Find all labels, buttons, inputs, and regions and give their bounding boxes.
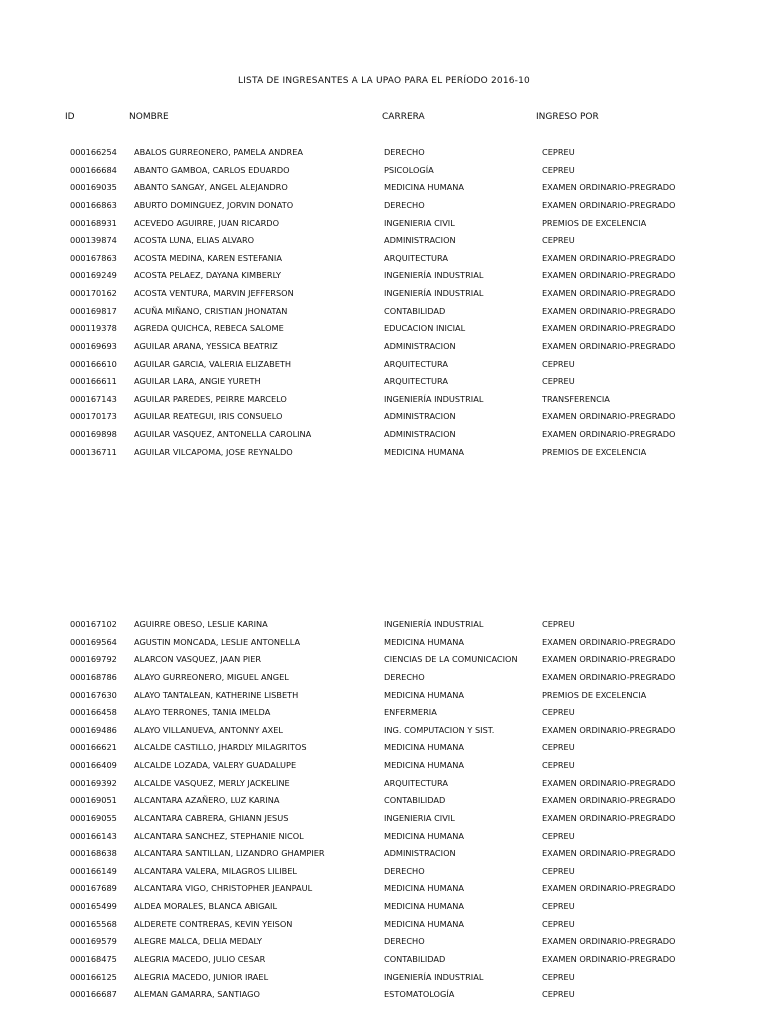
cell-carrera: ADMINISTRACION (384, 429, 456, 439)
cell-ingreso: EXAMEN ORDINARIO-PREGRADO (542, 340, 676, 351)
cell-ingreso: EXAMEN ORDINARIO-PREGRADO (542, 636, 676, 647)
table-row (0, 848, 768, 866)
cell-ingreso: EXAMEN ORDINARIO-PREGRADO (542, 671, 676, 682)
cell-id: 000139874 (70, 235, 117, 246)
cell-id: 000170173 (70, 411, 117, 422)
cell-id: 000166684 (70, 164, 117, 175)
cell-ingreso: CEPREU (542, 830, 575, 841)
cell-ingreso: CEPREU (542, 376, 575, 387)
cell-ingreso: CEPREU (542, 619, 575, 629)
cell-carrera: MEDICINA HUMANA (384, 742, 464, 753)
cell-ingreso: CEPREU (542, 760, 575, 770)
cell-id: 000166149 (70, 865, 117, 876)
cell-ingreso: CEPREU (542, 865, 575, 876)
cell-nombre: ALARCON VASQUEZ, JAAN PIER (134, 654, 262, 665)
cell-nombre: ALAYO TERRONES, TANIA IMELDA (134, 707, 271, 718)
cell-id: 000166409 (70, 760, 117, 770)
cell-nombre: ABANTO SANGAY, ANGEL ALEJANDRO (134, 182, 288, 193)
cell-ingreso: EXAMEN ORDINARIO-PREGRADO (542, 724, 676, 735)
cell-ingreso: CEPREU (542, 742, 575, 753)
table-row (0, 253, 768, 271)
cell-carrera: ARQUITECTURA (384, 358, 448, 369)
cell-carrera: MEDICINA HUMANA (384, 830, 464, 841)
cell-id: 000169035 (70, 182, 117, 193)
cell-carrera: MEDICINA HUMANA (384, 760, 464, 770)
cell-nombre: ALEMAN GAMARRA, SANTIAGO (134, 989, 260, 1000)
cell-ingreso: EXAMEN ORDINARIO-PREGRADO (542, 795, 676, 806)
cell-id: 000168931 (70, 217, 117, 228)
cell-id: 000168786 (70, 671, 117, 682)
cell-nombre: ALEGRE MALCA, DELIA MEDALY (134, 936, 263, 947)
table-row (0, 707, 768, 725)
cell-id: 000166611 (70, 376, 117, 387)
cell-nombre: AGUILAR GARCIA, VALERIA ELIZABETH (134, 358, 292, 369)
cell-nombre: ALCANTARA AZAÑERO, LUZ KARINA (134, 795, 280, 806)
cell-carrera: ARQUITECTURA (384, 252, 448, 263)
table-row (0, 778, 768, 796)
table-row (0, 813, 768, 831)
cell-carrera: MEDICINA HUMANA (384, 901, 464, 911)
cell-nombre: AGUILAR PAREDES, PEIRRE MARCELO (134, 393, 287, 404)
cell-ingreso: CEPREU (542, 971, 575, 982)
cell-id: 000165568 (70, 918, 117, 929)
header-ingreso: INGRESO POR (536, 112, 599, 122)
cell-nombre: ABANTO GAMBOA, CARLOS EDUARDO (134, 164, 290, 175)
cell-nombre: ALCALDE VASQUEZ, MERLY JACKELINE (134, 777, 290, 788)
cell-id: 000169055 (70, 812, 117, 823)
cell-ingreso: EXAMEN ORDINARIO-PREGRADO (542, 429, 676, 439)
cell-nombre: AGUILAR ARANA, YESSICA BEATRIZ (134, 340, 278, 351)
cell-nombre: ABURTO DOMINGUEZ, JORVIN DONATO (134, 199, 294, 210)
cell-id: 000167143 (70, 393, 117, 404)
cell-carrera: MEDICINA HUMANA (384, 883, 464, 894)
cell-ingreso: PREMIOS DE EXCELENCIA (542, 689, 647, 700)
cell-id: 000136711 (70, 446, 117, 457)
cell-carrera: DERECHO (384, 865, 425, 876)
cell-id: 000167863 (70, 252, 117, 263)
cell-carrera: ENFERMERIA (384, 707, 437, 718)
cell-id: 000166687 (70, 989, 117, 1000)
cell-nombre: AGUSTIN MONCADA, LESLIE ANTONELLA (134, 636, 301, 647)
cell-ingreso: CEPREU (542, 901, 575, 911)
table-row (0, 447, 768, 465)
cell-id: 000170162 (70, 288, 117, 298)
cell-ingreso: EXAMEN ORDINARIO-PREGRADO (542, 252, 676, 263)
cell-carrera: INGENIERÍA INDUSTRIAL (384, 619, 484, 629)
cell-nombre: ALDEA MORALES, BLANCA ABIGAIL (134, 901, 278, 911)
cell-ingreso: EXAMEN ORDINARIO-PREGRADO (542, 288, 676, 298)
cell-ingreso: EXAMEN ORDINARIO-PREGRADO (542, 305, 676, 316)
cell-id: 000166610 (70, 358, 117, 369)
cell-ingreso: PREMIOS DE EXCELENCIA (542, 217, 647, 228)
header-carrera: CARRERA (382, 112, 425, 122)
cell-id: 000165499 (70, 901, 117, 911)
cell-id: 000169564 (70, 636, 117, 647)
cell-carrera: ADMINISTRACION (384, 340, 456, 351)
table-row (0, 936, 768, 954)
cell-nombre: ALEGRIA MACEDO, JUNIOR IRAEL (134, 971, 269, 982)
cell-carrera: CONTABILIDAD (384, 953, 446, 964)
cell-ingreso: PREMIOS DE EXCELENCIA (542, 446, 647, 457)
cell-nombre: ALCALDE LOZADA, VALERY GUADALUPE (134, 760, 297, 770)
cell-carrera: MEDICINA HUMANA (384, 182, 464, 193)
table-row (0, 376, 768, 394)
cell-nombre: ACOSTA VENTURA, MARVIN JEFFERSON (134, 288, 294, 298)
cell-id: 000167630 (70, 689, 117, 700)
cell-ingreso: CEPREU (542, 918, 575, 929)
table-row (0, 306, 768, 324)
cell-id: 000166458 (70, 707, 117, 718)
table-row (0, 411, 768, 429)
cell-nombre: ACOSTA MEDINA, KAREN ESTEFANIA (134, 252, 282, 263)
cell-ingreso: EXAMEN ORDINARIO-PREGRADO (542, 883, 676, 894)
cell-nombre: ALCANTARA VIGO, CHRISTOPHER JEANPAUL (134, 883, 313, 894)
cell-nombre: ACOSTA LUNA, ELIAS ALVARO (134, 235, 255, 246)
cell-carrera: MEDICINA HUMANA (384, 636, 464, 647)
column-headers (0, 112, 768, 124)
table-row (0, 954, 768, 972)
cell-nombre: ALCANTARA VALERA, MILAGROS LILIBEL (134, 865, 297, 876)
cell-carrera: ADMINISTRACION (384, 411, 456, 422)
cell-carrera: CONTABILIDAD (384, 795, 446, 806)
table-row (0, 359, 768, 377)
cell-nombre: ALCALDE CASTILLO, JHARDLY MILAGRITOS (134, 742, 307, 753)
cell-nombre: AGUILAR REATEGUI, IRIS CONSUELO (134, 411, 283, 422)
cell-ingreso: EXAMEN ORDINARIO-PREGRADO (542, 270, 676, 281)
cell-carrera: INGENIERIA CIVIL (384, 217, 455, 228)
cell-carrera: EDUCACION INICIAL (384, 323, 466, 334)
cell-id: 000119378 (70, 323, 117, 334)
cell-carrera: INGENIERÍA INDUSTRIAL (384, 393, 484, 404)
cell-carrera: PSICOLOGÍA (384, 164, 434, 175)
cell-ingreso: CEPREU (542, 164, 575, 175)
cell-id: 000169579 (70, 936, 117, 947)
header-id: ID (65, 112, 75, 122)
page-title: LISTA DE INGRESANTES A LA UPAO PARA EL PERÍODO 2016-10 (237, 76, 530, 86)
cell-id: 000169249 (70, 270, 117, 281)
cell-ingreso: EXAMEN ORDINARIO-PREGRADO (542, 411, 676, 422)
cell-id: 000168638 (70, 848, 117, 859)
cell-id: 000166254 (70, 147, 117, 157)
cell-id: 000168475 (70, 953, 117, 964)
cell-carrera: INGENIERÍA INDUSTRIAL (384, 971, 484, 982)
cell-ingreso: CEPREU (542, 989, 575, 1000)
cell-carrera: CIENCIAS DE LA COMUNICACION (384, 654, 518, 665)
cell-ingreso: EXAMEN ORDINARIO-PREGRADO (542, 953, 676, 964)
table-row (0, 795, 768, 813)
cell-id: 000169486 (70, 724, 117, 735)
table-row (0, 866, 768, 884)
cell-carrera: ESTOMATOLOGÍA (384, 989, 455, 1000)
cell-carrera: MEDICINA HUMANA (384, 689, 464, 700)
cell-id: 000169817 (70, 305, 117, 316)
table-row (0, 742, 768, 760)
cell-ingreso: EXAMEN ORDINARIO-PREGRADO (542, 848, 676, 859)
cell-carrera: MEDICINA HUMANA (384, 446, 464, 457)
cell-ingreso: CEPREU (542, 707, 575, 718)
cell-ingreso: CEPREU (542, 147, 575, 157)
cell-nombre: ALCANTARA CABRERA, GHIANN JESUS (134, 812, 289, 823)
cell-nombre: AGUIRRE OBESO, LESLIE KARINA (134, 619, 268, 629)
cell-nombre: ALCANTARA SANCHEZ, STEPHANIE NICOL (134, 830, 304, 841)
cell-ingreso: EXAMEN ORDINARIO-PREGRADO (542, 812, 676, 823)
cell-carrera: CONTABILIDAD (384, 305, 446, 316)
cell-carrera: ARQUITECTURA (384, 777, 448, 788)
table-block-2 (0, 619, 768, 1007)
cell-nombre: ACEVEDO AGUIRRE, JUAN RICARDO (134, 217, 280, 228)
cell-id: 000166143 (70, 830, 117, 841)
cell-id: 000169792 (70, 654, 117, 665)
table-row (0, 200, 768, 218)
cell-ingreso: CEPREU (542, 235, 575, 246)
cell-id: 000166125 (70, 971, 117, 982)
header-nombre: NOMBRE (129, 112, 169, 122)
cell-carrera: ING. COMPUTACION Y SIST. (384, 724, 495, 735)
cell-nombre: ALAYO VILLANUEVA, ANTONNY AXEL (134, 724, 283, 735)
cell-carrera: MEDICINA HUMANA (384, 918, 464, 929)
table-row (0, 235, 768, 253)
table-row (0, 218, 768, 236)
cell-carrera: ADMINISTRACION (384, 848, 456, 859)
cell-nombre: ACOSTA PELAEZ, DAYANA KIMBERLY (134, 270, 282, 281)
table-row (0, 165, 768, 183)
cell-id: 000169693 (70, 340, 117, 351)
cell-nombre: ALAYO GURREONERO, MIGUEL ANGEL (134, 671, 289, 682)
table-row (0, 288, 768, 306)
table-block-1 (0, 147, 768, 464)
cell-carrera: DERECHO (384, 671, 425, 682)
table-row (0, 182, 768, 200)
table-row (0, 760, 768, 778)
table-row (0, 270, 768, 288)
cell-nombre: ABALOS GURREONERO, PAMELA ANDREA (134, 147, 303, 157)
cell-nombre: AGUILAR VASQUEZ, ANTONELLA CAROLINA (134, 429, 312, 439)
table-row (0, 637, 768, 655)
cell-id: 000166621 (70, 742, 117, 753)
cell-ingreso: EXAMEN ORDINARIO-PREGRADO (542, 323, 676, 334)
table-row (0, 672, 768, 690)
table-row (0, 972, 768, 990)
table-row (0, 654, 768, 672)
table-row (0, 919, 768, 937)
cell-carrera: INGENIERÍA INDUSTRIAL (384, 288, 484, 298)
cell-carrera: DERECHO (384, 936, 425, 947)
cell-nombre: ALCANTARA SANTILLAN, LIZANDRO GHAMPIER (134, 848, 325, 859)
cell-carrera: DERECHO (384, 199, 425, 210)
cell-carrera: INGENIERIA CIVIL (384, 812, 455, 823)
cell-id: 000169898 (70, 429, 117, 439)
table-row (0, 429, 768, 447)
cell-nombre: ALDERETE CONTRERAS, KEVIN YEISON (134, 918, 293, 929)
cell-nombre: AGREDA QUICHCA, REBECA SALOME (134, 323, 284, 334)
cell-ingreso: EXAMEN ORDINARIO-PREGRADO (542, 199, 676, 210)
table-row (0, 341, 768, 359)
cell-nombre: ACUÑA MIÑANO, CRISTIAN JHONATAN (134, 305, 288, 316)
table-row (0, 883, 768, 901)
table-row (0, 619, 768, 637)
table-row (0, 323, 768, 341)
cell-carrera: ADMINISTRACION (384, 235, 456, 246)
cell-ingreso: TRANSFERENCIA (542, 393, 610, 404)
cell-id: 000169392 (70, 777, 117, 788)
cell-id: 000169051 (70, 795, 117, 806)
table-row (0, 831, 768, 849)
cell-carrera: DERECHO (384, 147, 425, 157)
cell-ingreso: EXAMEN ORDINARIO-PREGRADO (542, 936, 676, 947)
table-row (0, 901, 768, 919)
cell-ingreso: CEPREU (542, 358, 575, 369)
table-row (0, 690, 768, 708)
table-row (0, 725, 768, 743)
cell-ingreso: EXAMEN ORDINARIO-PREGRADO (542, 777, 676, 788)
table-row (0, 989, 768, 1007)
cell-id: 000167102 (70, 619, 117, 629)
table-row (0, 147, 768, 165)
cell-ingreso: EXAMEN ORDINARIO-PREGRADO (542, 654, 676, 665)
cell-id: 000167689 (70, 883, 117, 894)
cell-ingreso: EXAMEN ORDINARIO-PREGRADO (542, 182, 676, 193)
cell-nombre: AGUILAR LARA, ANGIE YURETH (134, 376, 261, 387)
cell-id: 000166863 (70, 199, 117, 210)
table-row (0, 394, 768, 412)
cell-carrera: INGENIERÍA INDUSTRIAL (384, 270, 484, 281)
cell-nombre: ALAYO TANTALEAN, KATHERINE LISBETH (134, 689, 299, 700)
cell-nombre: ALEGRIA MACEDO, JULIO CESAR (134, 953, 266, 964)
cell-carrera: ARQUITECTURA (384, 376, 448, 387)
cell-nombre: AGUILAR VILCAPOMA, JOSE REYNALDO (134, 446, 293, 457)
